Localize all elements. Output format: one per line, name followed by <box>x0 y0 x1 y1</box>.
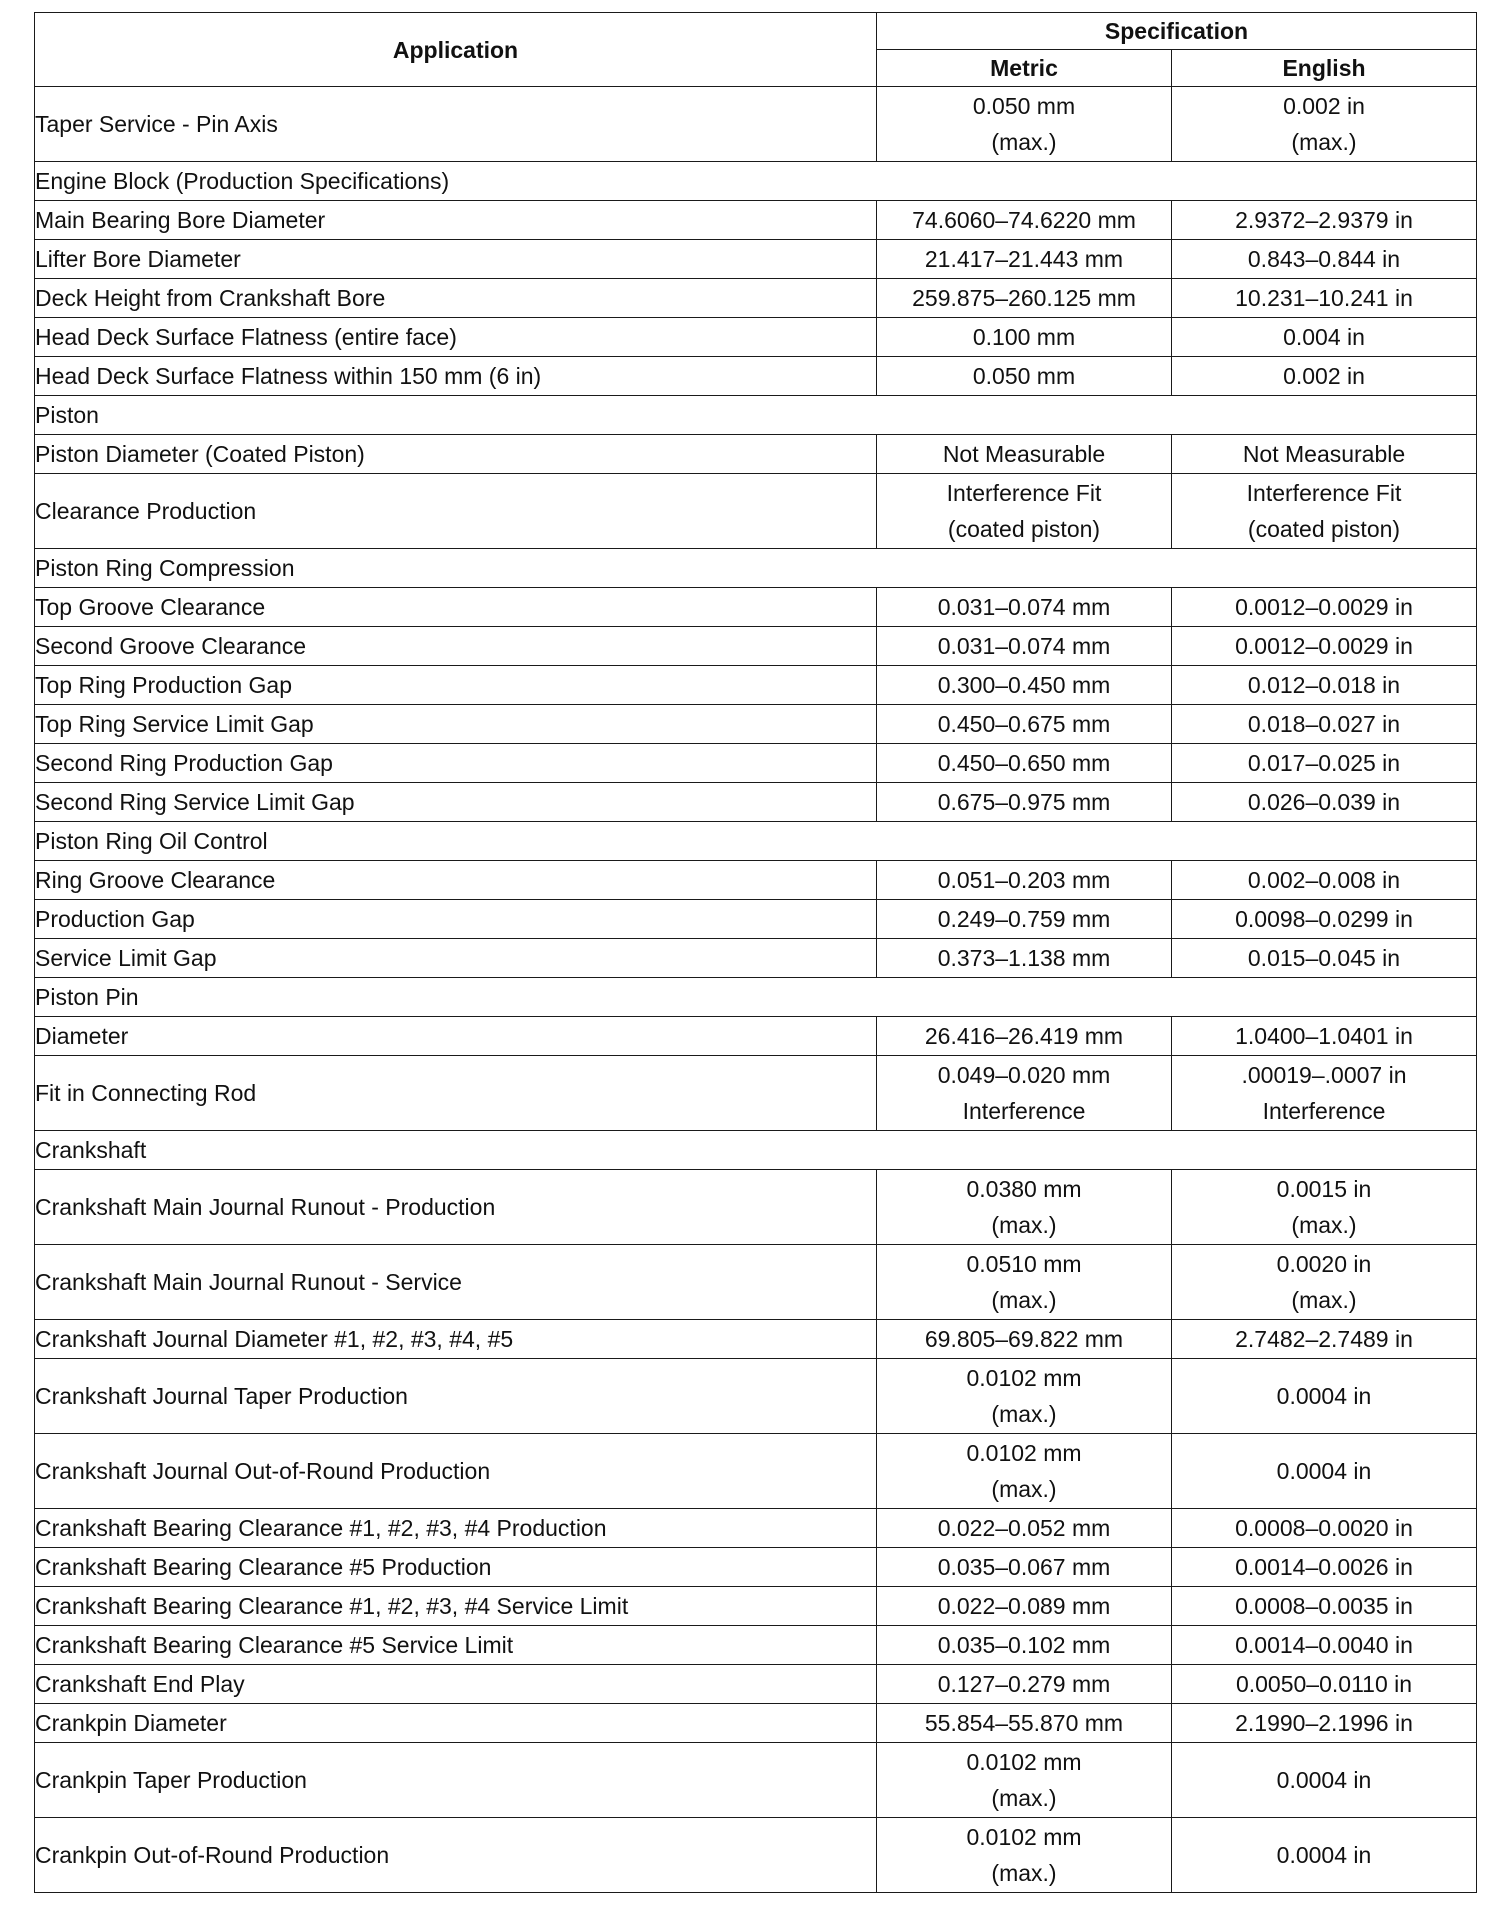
metric-value-line: 55.854–55.870 mm <box>924 1710 1124 1736</box>
section-label: Piston Ring Compression <box>35 549 1477 588</box>
metric-value-line: (max.) <box>991 1287 1057 1313</box>
metric-value-line: 0.0102 mm <box>966 1365 1082 1391</box>
metric-cell <box>877 240 1172 279</box>
english-value-line: 0.0012–0.0029 in <box>1235 594 1413 620</box>
english-cell <box>1172 1818 1477 1893</box>
section-row <box>35 822 1477 861</box>
metric-cell <box>877 1245 1172 1320</box>
metric-value-line: (max.) <box>991 1401 1057 1427</box>
specification-header: Specification <box>877 13 1477 50</box>
table-row <box>35 861 1477 900</box>
english-value-line: 0.002 in <box>1283 363 1365 389</box>
section-row <box>35 978 1477 1017</box>
english-cell <box>1172 861 1477 900</box>
metric-value-line: 0.675–0.975 mm <box>937 789 1111 815</box>
metric-value-line: 0.035–0.102 mm <box>937 1632 1111 1658</box>
section-label: Piston <box>35 396 1477 435</box>
metric-value-line: 0.051–0.203 mm <box>937 867 1111 893</box>
section-row <box>35 396 1477 435</box>
table-row <box>35 1509 1477 1548</box>
metric-cell <box>877 1743 1172 1818</box>
application-cell: Second Ring Production Gap <box>35 744 877 783</box>
metric-value-line: 0.031–0.074 mm <box>937 594 1111 620</box>
metric-value-line: Interference Fit <box>946 480 1102 506</box>
english-cell <box>1172 1320 1477 1359</box>
table-row <box>35 1818 1477 1893</box>
english-value-line: 0.0098–0.0299 in <box>1235 906 1413 932</box>
metric-value-line: 0.031–0.074 mm <box>937 633 1111 659</box>
metric-cell <box>877 279 1172 318</box>
english-cell <box>1172 87 1477 162</box>
application-cell: Deck Height from Crankshaft Bore <box>35 279 877 318</box>
metric-cell <box>877 474 1172 549</box>
application-cell: Crankshaft Journal Out-of-Round Production <box>35 1434 877 1509</box>
english-header: English <box>1172 50 1477 87</box>
metric-cell <box>877 1626 1172 1665</box>
english-value-line: Interference Fit <box>1246 480 1402 506</box>
application-cell: Crankpin Diameter <box>35 1704 877 1743</box>
metric-value-line: (max.) <box>991 1476 1057 1502</box>
application-cell: Crankpin Taper Production <box>35 1743 877 1818</box>
metric-value-line: 26.416–26.419 mm <box>924 1023 1124 1049</box>
metric-value-line: (max.) <box>991 1212 1057 1238</box>
english-cell <box>1172 1359 1477 1434</box>
english-cell <box>1172 1017 1477 1056</box>
metric-cell <box>877 1170 1172 1245</box>
english-cell <box>1172 1587 1477 1626</box>
metric-value-line: Interference <box>962 1098 1086 1124</box>
application-cell: Clearance Production <box>35 474 877 549</box>
english-cell <box>1172 783 1477 822</box>
table-row <box>35 1434 1477 1509</box>
application-cell: Top Ring Service Limit Gap <box>35 705 877 744</box>
metric-cell <box>877 627 1172 666</box>
application-cell: Piston Diameter (Coated Piston) <box>35 435 877 474</box>
section-row <box>35 162 1477 201</box>
english-value-line: 0.0008–0.0035 in <box>1235 1593 1413 1619</box>
metric-cell <box>877 588 1172 627</box>
metric-cell <box>877 1704 1172 1743</box>
metric-value-line: 0.022–0.089 mm <box>937 1593 1111 1619</box>
english-value-line: 0.0004 in <box>1276 1458 1372 1484</box>
metric-header: Metric <box>877 50 1172 87</box>
english-value-line: 0.012–0.018 in <box>1247 672 1401 698</box>
metric-value-line: 0.049–0.020 mm <box>937 1062 1111 1088</box>
table-row <box>35 783 1477 822</box>
english-value-line: .00019–.0007 in <box>1241 1062 1407 1088</box>
english-cell <box>1172 318 1477 357</box>
application-cell: Second Ring Service Limit Gap <box>35 783 877 822</box>
application-cell: Diameter <box>35 1017 877 1056</box>
english-cell <box>1172 435 1477 474</box>
english-value-line: 0.026–0.039 in <box>1247 789 1401 815</box>
english-cell <box>1172 1626 1477 1665</box>
application-cell: Top Ring Production Gap <box>35 666 877 705</box>
metric-value-line: (max.) <box>991 129 1057 155</box>
application-header: Application <box>35 13 877 87</box>
english-cell <box>1172 474 1477 549</box>
metric-value-line: 0.0510 mm <box>966 1251 1082 1277</box>
english-value-line: 0.004 in <box>1283 324 1365 350</box>
application-cell: Taper Service - Pin Axis <box>35 87 877 162</box>
application-cell: Main Bearing Bore Diameter <box>35 201 877 240</box>
english-value-line: 0.002–0.008 in <box>1247 867 1401 893</box>
application-cell: Crankshaft Main Journal Runout - Service <box>35 1245 877 1320</box>
application-cell: Head Deck Surface Flatness (entire face) <box>35 318 877 357</box>
application-cell: Ring Groove Clearance <box>35 861 877 900</box>
table-row <box>35 279 1477 318</box>
metric-value-line: 0.050 mm <box>972 93 1076 119</box>
metric-value-line: 0.300–0.450 mm <box>937 672 1111 698</box>
english-value-line: 1.0400–1.0401 in <box>1235 1023 1413 1049</box>
metric-cell <box>877 666 1172 705</box>
section-label: Piston Ring Oil Control <box>35 822 1477 861</box>
metric-value-line: (max.) <box>991 1860 1057 1886</box>
metric-cell <box>877 87 1172 162</box>
metric-value-line: 74.6060–74.6220 mm <box>912 207 1136 233</box>
table-row <box>35 939 1477 978</box>
metric-value-line: 0.100 mm <box>972 324 1076 350</box>
metric-cell <box>877 1818 1172 1893</box>
table-row <box>35 318 1477 357</box>
application-cell: Crankshaft Bearing Clearance #5 Production <box>35 1548 877 1587</box>
table-row <box>35 1320 1477 1359</box>
english-cell <box>1172 1509 1477 1548</box>
application-cell: Service Limit Gap <box>35 939 877 978</box>
table-row <box>35 1359 1477 1434</box>
english-cell <box>1172 744 1477 783</box>
english-value-line: (max.) <box>1291 1212 1357 1238</box>
english-cell <box>1172 588 1477 627</box>
english-cell <box>1172 939 1477 978</box>
application-cell: Head Deck Surface Flatness within 150 mm (6 in) <box>35 357 877 396</box>
table-row <box>35 201 1477 240</box>
english-value-line: 0.0014–0.0026 in <box>1235 1554 1413 1580</box>
english-cell <box>1172 1743 1477 1818</box>
english-value-line: Interference <box>1262 1098 1386 1124</box>
english-cell <box>1172 1704 1477 1743</box>
metric-cell <box>877 357 1172 396</box>
metric-value-line: 0.0102 mm <box>966 1749 1082 1775</box>
metric-cell <box>877 1320 1172 1359</box>
application-cell: Crankpin Out-of-Round Production <box>35 1818 877 1893</box>
table-row <box>35 474 1477 549</box>
english-cell <box>1172 666 1477 705</box>
section-row <box>35 1131 1477 1170</box>
english-cell <box>1172 705 1477 744</box>
metric-value-line: 21.417–21.443 mm <box>924 246 1124 272</box>
metric-cell <box>877 435 1172 474</box>
metric-value-line: 69.805–69.822 mm <box>924 1326 1124 1352</box>
table-row <box>35 87 1477 162</box>
metric-value-line: 0.450–0.650 mm <box>937 750 1111 776</box>
table-row <box>35 1704 1477 1743</box>
application-cell: Lifter Bore Diameter <box>35 240 877 279</box>
english-value-line: 0.018–0.027 in <box>1247 711 1401 737</box>
english-cell <box>1172 1548 1477 1587</box>
english-cell <box>1172 1170 1477 1245</box>
english-value-line: 0.017–0.025 in <box>1247 750 1401 776</box>
metric-value-line: 0.450–0.675 mm <box>937 711 1111 737</box>
table-row <box>35 1743 1477 1818</box>
metric-cell <box>877 1587 1172 1626</box>
english-value-line: 0.843–0.844 in <box>1247 246 1401 272</box>
table-row <box>35 1587 1477 1626</box>
metric-cell <box>877 1434 1172 1509</box>
table-row <box>35 1056 1477 1131</box>
english-cell <box>1172 201 1477 240</box>
english-value-line: 0.0012–0.0029 in <box>1235 633 1413 659</box>
metric-cell <box>877 744 1172 783</box>
table-row <box>35 1665 1477 1704</box>
metric-value-line: 0.373–1.138 mm <box>937 945 1111 971</box>
specification-rows <box>35 87 1477 1893</box>
metric-cell <box>877 1017 1172 1056</box>
english-value-line: 0.0014–0.0040 in <box>1235 1632 1413 1658</box>
metric-value-line: (max.) <box>991 1785 1057 1811</box>
metric-value-line: 0.022–0.052 mm <box>937 1515 1111 1541</box>
table-row <box>35 900 1477 939</box>
english-value-line: 0.0004 in <box>1276 1767 1372 1793</box>
english-value-line: 0.0050–0.0110 in <box>1235 1671 1413 1697</box>
table-row <box>35 1245 1477 1320</box>
metric-cell <box>877 1509 1172 1548</box>
metric-cell <box>877 939 1172 978</box>
section-label: Crankshaft <box>35 1131 1477 1170</box>
table-row <box>35 666 1477 705</box>
metric-value-line: 0.0102 mm <box>966 1440 1082 1466</box>
metric-value-line: 0.249–0.759 mm <box>937 906 1111 932</box>
english-value-line: 0.0008–0.0020 in <box>1235 1515 1413 1541</box>
table-row <box>35 1548 1477 1587</box>
table-row <box>35 357 1477 396</box>
english-cell <box>1172 1245 1477 1320</box>
table-row <box>35 627 1477 666</box>
application-cell: Crankshaft Main Journal Runout - Production <box>35 1170 877 1245</box>
metric-cell <box>877 318 1172 357</box>
table-row <box>35 1017 1477 1056</box>
section-label: Engine Block (Production Specifications) <box>35 162 1477 201</box>
table-row <box>35 1170 1477 1245</box>
english-value-line: 0.015–0.045 in <box>1247 945 1401 971</box>
metric-cell <box>877 1359 1172 1434</box>
english-cell <box>1172 1056 1477 1131</box>
english-value-line: 2.9372–2.9379 in <box>1235 207 1413 233</box>
metric-cell <box>877 1056 1172 1131</box>
english-cell <box>1172 900 1477 939</box>
metric-value-line: 259.875–260.125 mm <box>912 285 1136 311</box>
table-row <box>35 744 1477 783</box>
english-value-line: 0.0020 in <box>1276 1251 1372 1277</box>
english-value-line: Not Measurable <box>1242 441 1406 467</box>
metric-cell <box>877 705 1172 744</box>
english-cell <box>1172 357 1477 396</box>
english-value-line: (max.) <box>1291 1287 1357 1313</box>
metric-value-line: 0.035–0.067 mm <box>937 1554 1111 1580</box>
english-value-line: 2.7482–2.7489 in <box>1235 1326 1413 1352</box>
specification-table <box>34 12 1477 1893</box>
application-cell: Crankshaft Journal Taper Production <box>35 1359 877 1434</box>
metric-value-line: 0.127–0.279 mm <box>937 1671 1111 1697</box>
application-cell: Crankshaft Journal Diameter #1, #2, #3, #4, #5 <box>35 1320 877 1359</box>
metric-value-line: (coated piston) <box>947 516 1101 542</box>
application-cell: Crankshaft Bearing Clearance #1, #2, #3, #4 Production <box>35 1509 877 1548</box>
english-value-line: 0.002 in <box>1283 93 1365 119</box>
application-cell: Crankshaft End Play <box>35 1665 877 1704</box>
metric-value-line: 0.050 mm <box>972 363 1076 389</box>
application-cell: Second Groove Clearance <box>35 627 877 666</box>
metric-cell <box>877 201 1172 240</box>
english-value-line: 0.0004 in <box>1276 1842 1372 1868</box>
table-row <box>35 1626 1477 1665</box>
metric-cell <box>877 900 1172 939</box>
application-cell: Crankshaft Bearing Clearance #1, #2, #3, #4 Service Limit <box>35 1587 877 1626</box>
english-cell <box>1172 279 1477 318</box>
metric-cell <box>877 783 1172 822</box>
application-cell: Crankshaft Bearing Clearance #5 Service Limit <box>35 1626 877 1665</box>
english-cell <box>1172 240 1477 279</box>
metric-value-line: 0.0102 mm <box>966 1824 1082 1850</box>
application-cell: Top Groove Clearance <box>35 588 877 627</box>
english-value-line: 2.1990–2.1996 in <box>1235 1710 1413 1736</box>
english-value-line: 10.231–10.241 in <box>1235 285 1413 311</box>
english-value-line: 0.0004 in <box>1276 1383 1372 1409</box>
english-value-line: (coated piston) <box>1247 516 1401 542</box>
section-row <box>35 549 1477 588</box>
application-cell: Production Gap <box>35 900 877 939</box>
english-cell <box>1172 1665 1477 1704</box>
english-value-line: 0.0015 in <box>1276 1176 1372 1202</box>
metric-cell <box>877 1548 1172 1587</box>
table-row <box>35 705 1477 744</box>
english-cell <box>1172 627 1477 666</box>
english-cell <box>1172 1434 1477 1509</box>
table-row <box>35 435 1477 474</box>
metric-value-line: 0.0380 mm <box>966 1176 1082 1202</box>
english-value-line: (max.) <box>1291 129 1357 155</box>
metric-cell <box>877 861 1172 900</box>
table-row <box>35 240 1477 279</box>
section-label: Piston Pin <box>35 978 1477 1017</box>
table-row <box>35 588 1477 627</box>
metric-cell <box>877 1665 1172 1704</box>
metric-value-line: Not Measurable <box>942 441 1106 467</box>
application-cell: Fit in Connecting Rod <box>35 1056 877 1131</box>
